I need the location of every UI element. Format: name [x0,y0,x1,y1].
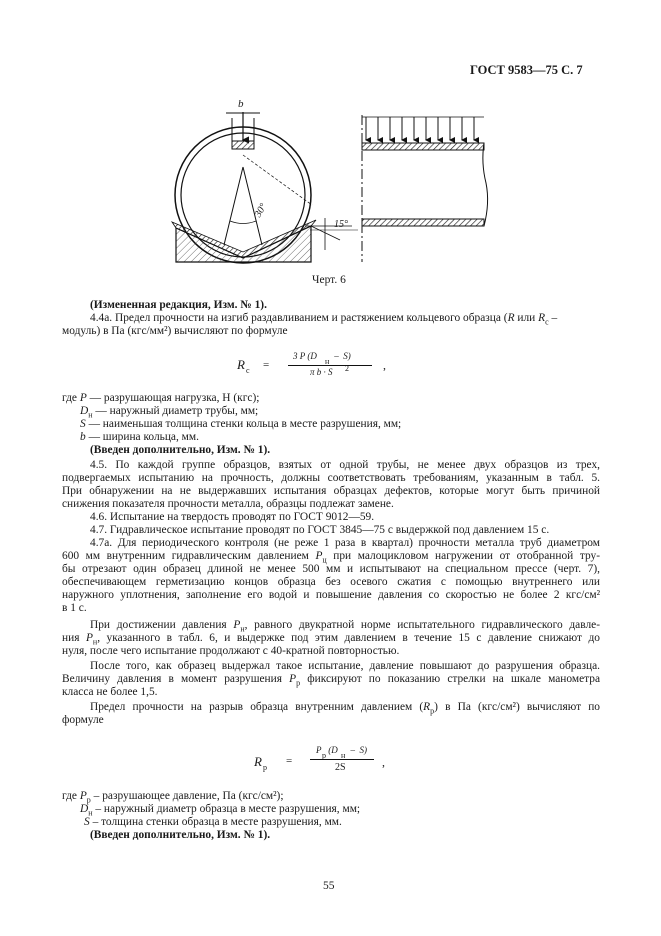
para-pressure-line1: При достижении давления $P_н$, равного двукратной норме испытательного гидравлического давле- [90,619,600,634]
para-rupture-line3: класса не более 1,5. [62,686,158,698]
page-header: ГОСТ 9583—75 С. 7 [470,63,583,77]
page-number: 55 [323,880,335,892]
para-45-line2: подвергаемых испытанию на прочность, должны соответствовать требованиям, указанным в табл. 5. [62,472,600,484]
para-pressure-line2: ния $P_н$, указанного в табл. 6, и выдержке под этим давлением в течение 15 с давление снижают до [62,632,600,647]
para-47a-line2: 600 мм внутренним гидравлическим давлением $P_ц$ при малоцикловом нагружении от отобранной тру- [62,550,600,565]
para-46: 4.6. Испытание на твердость проводят по ГОСТ 9012—59. [90,511,375,523]
label-angle-30: 30° [252,201,270,220]
pipe-top-wall [362,143,484,150]
distributed-load-arrows [366,117,474,140]
where-s: S — наименьшая толщина стенки кольца в месте разрушения, мм; [80,418,402,430]
para-45-line1: 4.5. По каждой группе образцов, взятых от одной трубы, не менее двух образцов из трех, [90,459,600,471]
para-45-line3: При обнаружении на не выдержавших испытания образцах дефектов, которые могут быть причиной [62,485,600,497]
figure-svg [0,0,661,300]
where2-pr: где $P_р$ – разрушающее давление, Па (кгс/см²); [62,790,284,805]
added-note-1: (Введен дополнительно, Изм. № 1). [90,444,271,456]
para-47a-line1: 4.7а. Для периодического контроля (не реже 1 раза в квартал) прочности металла труб диаметром [90,537,600,549]
figure-caption: Черт. 6 [312,274,346,286]
para-rupture-line1: После того, как образец выдержал такое испытание, давление повышают до разрушения образца. [90,660,600,672]
para-47a-line3: бы отрезают один образец длиной не менее 500 мм и испытывают на специальном прессе (черт. 7), [62,563,600,575]
angle-line-left [224,167,243,245]
where-dn: $D_н$ — наружный диаметр трубы, мм; [80,405,259,420]
change-note-1: (Измененная редакция, Изм. № 1). [90,299,267,311]
where2-dn: $D_н$ – наружный диаметр образца в месте разрушения, мм; [80,803,361,818]
para-47a-line5: наружного уплотнения, заполнение его водой и повышение давления со скоростью не более 2 кгс/см² [62,589,600,601]
where2-s: S – толщина стенки образца в месте разрушения, мм. [84,816,342,828]
pipe-bottom-wall [362,219,484,226]
added-note-2: (Введен дополнительно, Изм. № 1). [90,829,271,841]
where-p: где P — разрушающая нагрузка, Н (кгс); [62,392,260,404]
para-45-line4: снижения показателя прочности металла, образцы подлежат замене. [62,498,394,510]
para-44a-line2: модуль) в Па (кгс/мм²) вычисляют по формуле [62,325,288,337]
para-44a-line1: 4.4а. Предел прочности на изгиб раздавливанием и растяжением кольцевого образца (R или $R_с$ – [90,312,558,327]
para-47: 4.7. Гидравлическое испытание проводят по ГОСТ 3845—75 с выдержкой под давлением 15 с. [90,524,550,536]
label-angle-15: 15° [334,219,348,230]
para-47a-line4: обеспечивающем герметизацию концов образца без осевого сжатия с помощью внутреннего или [62,576,600,588]
para-rupture-line2: Величину давления в момент разрушения $P_р$ фиксируют по показанию стрелки на шкале манометра [62,673,601,688]
label-b: b [238,98,244,110]
para-strength-line2: формуле [62,714,104,726]
pipe-break-line [483,143,488,226]
para-pressure-line3: нуля, после чего испытание продолжают с 40-кратной повторностью. [62,645,400,657]
where-b: b — ширина кольца, мм. [80,431,199,443]
load-block [232,141,254,149]
para-47a-line6: в 1 с. [62,602,87,614]
para-strength-line1: Предел прочности на разрыв образца внутренним давлением $(R_р)$ в Па (кгс/см²) вычисляют по [90,701,600,716]
